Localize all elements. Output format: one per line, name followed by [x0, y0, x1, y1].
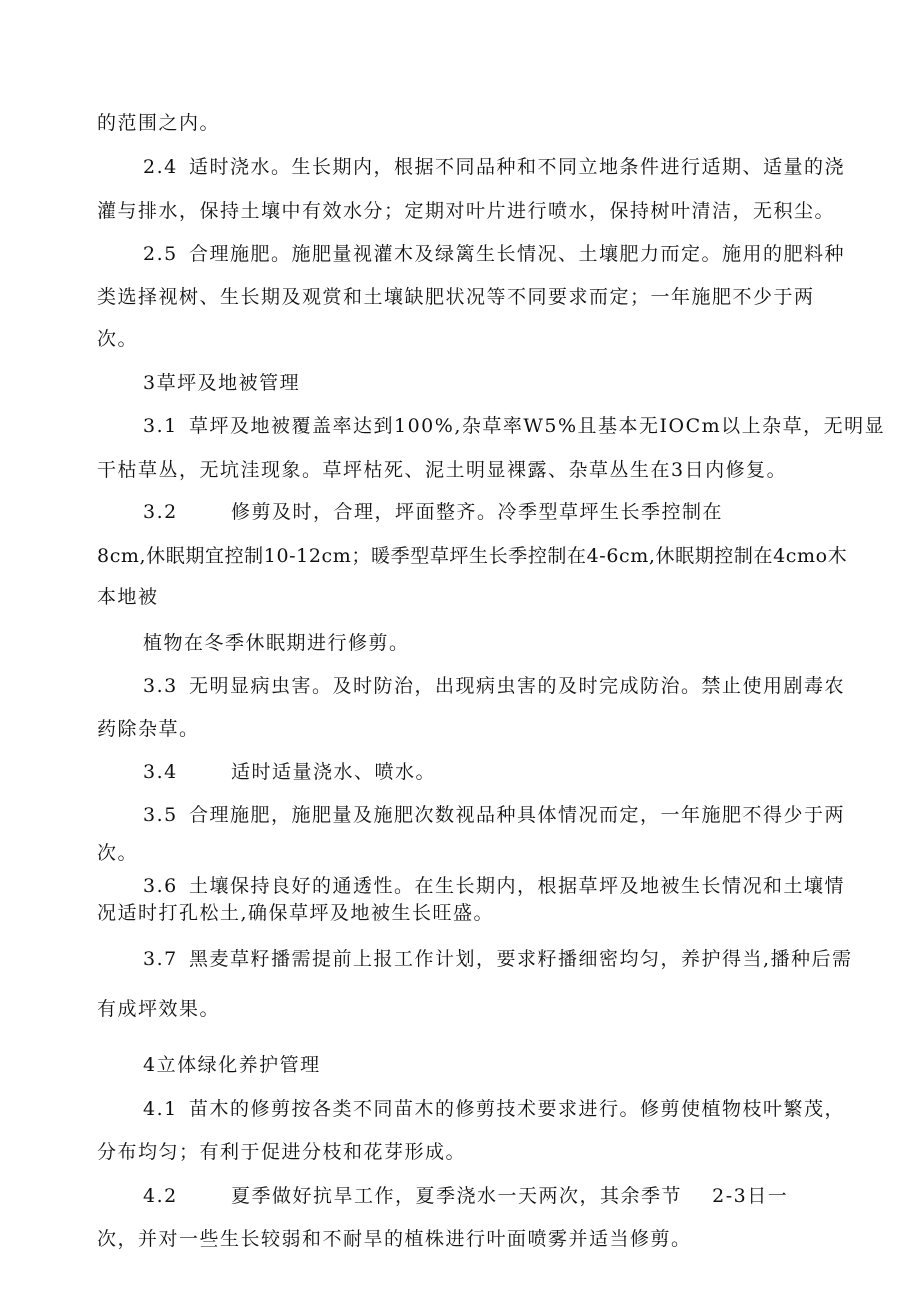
text-line: 的范围之内。 [97, 112, 221, 134]
text-line: 分布均匀；有利于促进分枝和花芽形成。 [97, 1141, 467, 1163]
text-line: 类选择视树、生长期及观赏和土壤缺肥状况等不同要求而定；一年施肥不少于两 [97, 286, 815, 308]
section-heading-3: 3草坪及地被管理 [143, 372, 301, 394]
text-line: 本地被 [97, 586, 159, 608]
text-line: 灌与排水，保持土壤中有效水分；定期对叶片进行喷水，保持树叶清洁，无积尘。 [97, 200, 836, 222]
text-line: 药除杂草。 [97, 718, 200, 740]
text-line: 况适时打孔松土,确保草坪及地被生长旺盛。 [97, 902, 495, 924]
clause-2-5: 2.5 合理施肥。施肥量视灌木及绿篱生长情况、土壤肥力而定。施用的肥料种 [143, 243, 846, 265]
text-line: 8cm,休眠期宜控制10-12cm；暖季型草坪生长季控制在4-6cm,休眠期控制在4cmo木 [97, 545, 848, 567]
text-line: 次。 [97, 842, 139, 864]
clause-3-1: 3.1 草坪及地被覆盖率达到100%,杂草率W5%且基本无IOCm以上杂草，无明显 [143, 415, 886, 437]
clause-2-4: 2.4 适时浇水。生长期内，根据不同品种和不同立地条件进行适期、适量的浇 [143, 156, 846, 178]
clause-3-4: 3.4 适时适量浇水、喷水。 [143, 761, 437, 783]
text-line: 有成坪效果。 [97, 998, 221, 1020]
clause-3-6: 3.6 土壤保持良好的通透性。在生长期内，根据草坪及地被生长情况和土壤情 [143, 875, 846, 897]
clause-3-3: 3.3 无明显病虫害。及时防治，出现病虫害的及时完成防治。禁止使用剧毒农 [143, 675, 846, 697]
clause-3-5: 3.5 合理施肥，施肥量及施肥次数视品种具体情况而定，一年施肥不得少于两 [143, 804, 846, 826]
text-line: 干枯草丛，无坑洼现象。草坪枯死、泥土明显裸露、杂草丛生在3日内修复。 [97, 459, 788, 481]
clause-3-2: 3.2 修剪及时，合理，坪面整齐。冷季型草坪生长季控制在 [143, 501, 724, 523]
section-heading-4: 4立体绿化养护管理 [143, 1054, 321, 1076]
text-line: 次，并对一些生长较弱和不耐旱的植株进行叶面喷雾并适当修剪。 [97, 1228, 692, 1250]
clause-4-2: 4.2 夏季做好抗旱工作，夏季浇水一天两次，其余季节 2-3日一 [143, 1185, 789, 1207]
text-line: 植物在冬季休眠期进行修剪。 [143, 632, 410, 654]
clause-4-1: 4.1 苗木的修剪按各类不同苗木的修剪技术要求进行。修剪使植物枝叶繁茂， [143, 1098, 846, 1120]
clause-3-7: 3.7 黑麦草籽播需提前上报工作计划，要求籽播细密均匀，养护得当,播种后需 [143, 948, 853, 970]
text-line: 次。 [97, 328, 139, 350]
